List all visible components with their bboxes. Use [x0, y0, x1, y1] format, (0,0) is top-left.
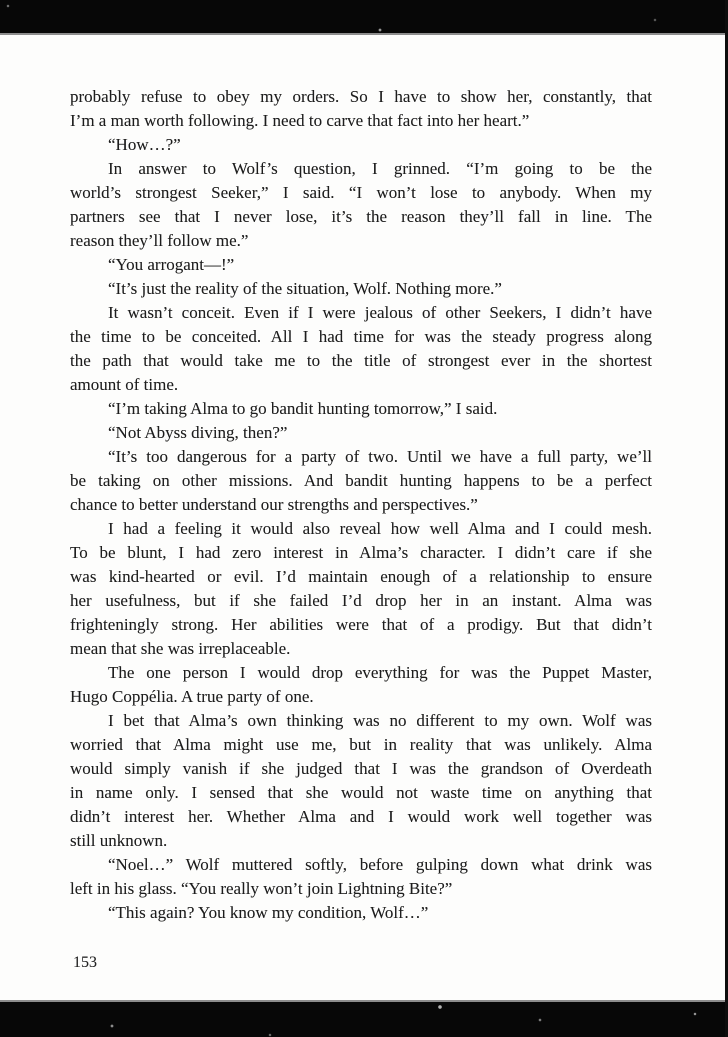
- page-number: 153: [73, 954, 97, 971]
- paragraph: [70, 901, 652, 925]
- text-line: “Noel…” Wolf muttered softly, before gulping down what drink was: [108, 855, 652, 874]
- text-line: left in his glass. “You really won’t join Lightning Bite?”: [70, 879, 453, 898]
- text-line: mean that she was irreplaceable.: [70, 639, 291, 658]
- text-line: I had a feeling it would also reveal how well Alma and I could mesh.: [108, 519, 652, 538]
- paragraph: [70, 85, 652, 133]
- text-line: “It’s too dangerous for a party of two. Until we have a full party, we’ll: [108, 447, 652, 466]
- text-line: the time to be conceited. All I had time for was the steady progress along: [70, 327, 652, 346]
- text-line: worried that Alma might use me, but in reality that was unlikely. Alma: [70, 735, 652, 754]
- paragraph: [70, 133, 652, 157]
- text-line: be taking on other missions. And bandit hunting happens to be a perfect: [70, 471, 652, 490]
- paragraph: [70, 301, 652, 397]
- text-line: amount of time.: [70, 375, 179, 394]
- paragraph: [70, 709, 652, 853]
- text-line: was kind-hearted or evil. I’d maintain enough of a relationship to ensure: [70, 567, 652, 586]
- paragraph: [70, 445, 652, 517]
- text-line: I’m a man worth following. I need to carve that fact into her heart.”: [70, 111, 530, 130]
- paragraph: [70, 397, 652, 421]
- text-line: The one person I would drop everything for was the Puppet Master,: [108, 663, 652, 682]
- paragraph: [70, 853, 652, 901]
- text-line: reason they’ll follow me.”: [70, 231, 249, 250]
- text-line: “Not Abyss diving, then?”: [108, 423, 288, 442]
- text-line: chance to better understand our strengths and perspectives.”: [70, 495, 478, 514]
- text-line: the path that would take me to the title of strongest ever in the shortest: [70, 351, 652, 370]
- text-line: didn’t interest her. Whether Alma and I would work well together was: [70, 807, 652, 826]
- scanner-bar-top: [0, 0, 728, 35]
- text-line: would simply vanish if she judged that I was the grandson of Overdeath: [70, 759, 652, 778]
- paragraph: [70, 661, 652, 709]
- text-line: still unknown.: [70, 831, 168, 850]
- paragraph: [70, 421, 652, 445]
- text-line: world’s strongest Seeker,” I said. “I won’t lose to anybody. When my: [70, 183, 652, 202]
- paragraph: [70, 157, 652, 253]
- paragraph: [70, 277, 652, 301]
- text-line: frighteningly strong. Her abilities were that of a prodigy. But that didn’t: [70, 615, 652, 634]
- text-line: in name only. I sensed that she would not waste time on anything that: [70, 783, 652, 802]
- text-line: I bet that Alma’s own thinking was no different to my own. Wolf was: [108, 711, 652, 730]
- text-line: “I’m taking Alma to go bandit hunting tomorrow,” I said.: [108, 399, 498, 418]
- text-line: probably refuse to obey my orders. So I have to show her, constantly, that: [70, 87, 652, 106]
- text-line: “This again? You know my condition, Wolf…”: [108, 903, 429, 922]
- text-line: In answer to Wolf’s question, I grinned. “I’m going to be the: [108, 159, 652, 178]
- text-line: It wasn’t conceit. Even if I were jealous of other Seekers, I didn’t have: [108, 303, 652, 322]
- text-line: To be blunt, I had zero interest in Alma’s character. I didn’t care if she: [70, 543, 652, 562]
- text-line: “How…?”: [108, 135, 181, 154]
- text-line: “It’s just the reality of the situation, Wolf. Nothing more.”: [108, 279, 502, 298]
- text-line: her usefulness, but if she failed I’d drop her in an instant. Alma was: [70, 591, 652, 610]
- text-line: “You arrogant—!”: [108, 255, 235, 274]
- text-line: partners see that I never lose, it’s the reason they’ll fall in line. The: [70, 207, 652, 226]
- paragraph: [70, 253, 652, 277]
- text-block: [70, 85, 652, 925]
- paragraph: [70, 517, 652, 661]
- text-line: Hugo Coppélia. A true party of one.: [70, 687, 314, 706]
- scanner-bar-bottom: [0, 1000, 728, 1037]
